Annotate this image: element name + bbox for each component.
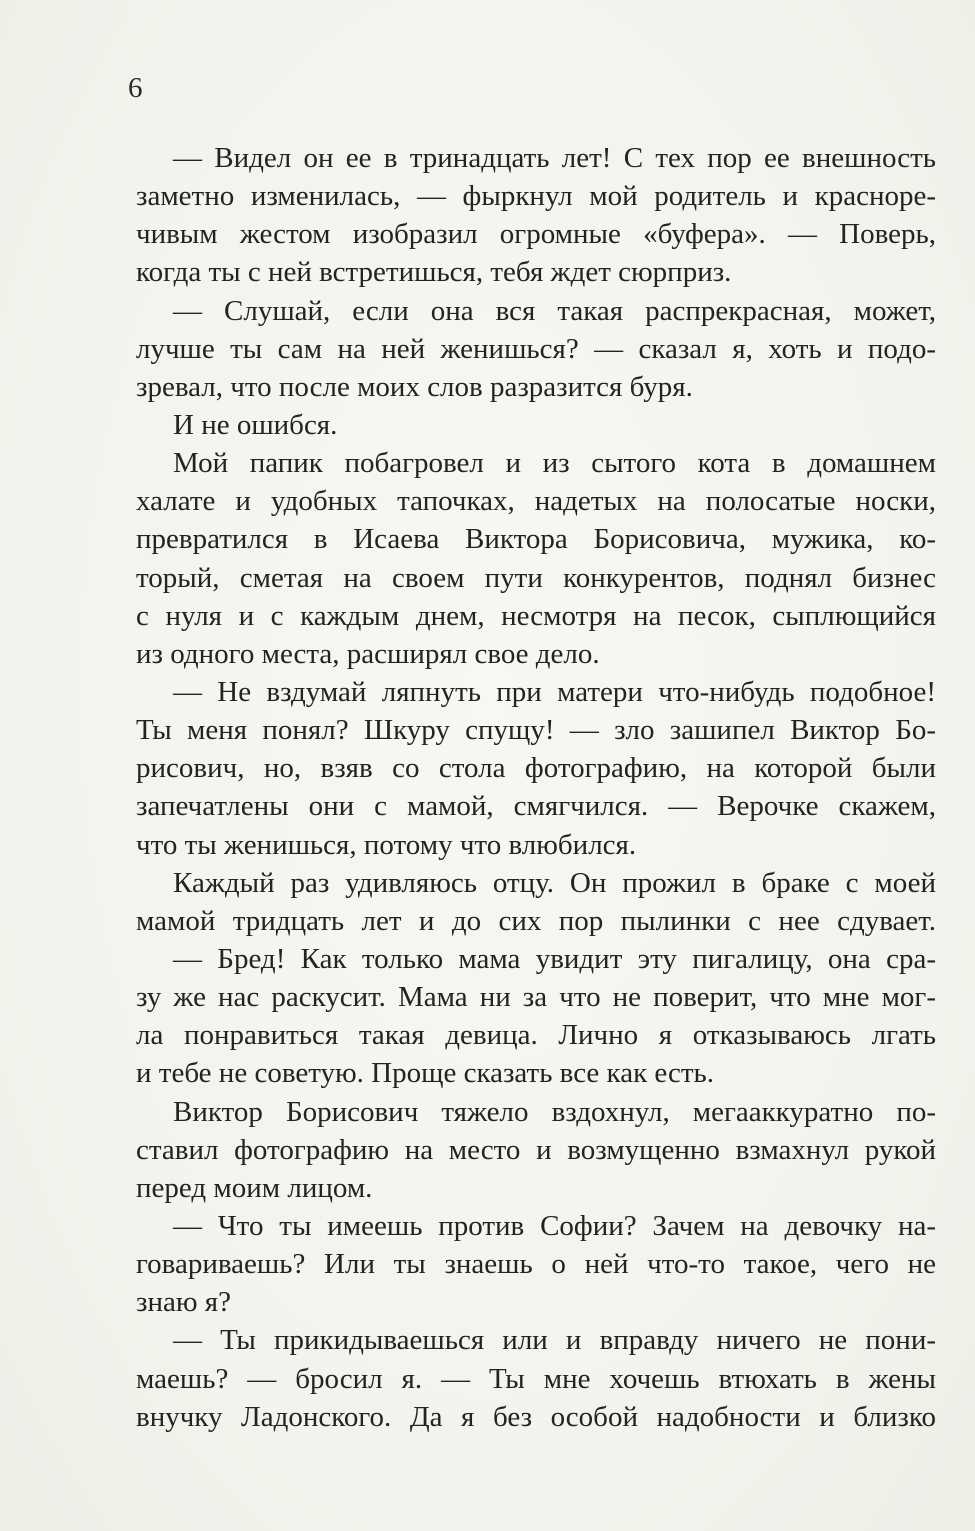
text-line: — Бред! Как только мама увидит эту пигалицу, она сра-: [173, 942, 936, 975]
text-line: превратился в Исаева Виктора Борисовича, мужика, ко-: [136, 523, 936, 556]
text-line: Ты меня понял? Шкуру спущу! — зло зашипел Виктор Бо-: [136, 714, 936, 747]
text-line: запечатлены они с мамой, смягчился. — Верочке скажем,: [136, 790, 936, 823]
text-line: внучку Ладонского. Да я без особой надобности и близко: [136, 1400, 936, 1433]
text-line: из одного места, расширял свое дело.: [136, 637, 600, 670]
text-line: Виктор Борисович тяжело вздохнул, мегааккуратно по-: [173, 1095, 936, 1128]
text-line: когда ты с ней встретишься, тебя ждет сюрприз.: [136, 256, 732, 289]
text-line: перед моим лицом.: [136, 1171, 373, 1204]
text-line: и тебе не советую. Проще сказать все как есть.: [136, 1057, 715, 1090]
text-line: И не ошибся.: [173, 408, 338, 441]
text-line: — Слушай, если она вся такая распрекрасная, может,: [173, 294, 936, 327]
text-line: — Ты прикидываешься или и вправду ничего не пони-: [173, 1324, 936, 1357]
text-line: лучше ты сам на ней женишься? — сказал я, хоть и подо-: [136, 332, 936, 365]
text-line: с нуля и с каждым днем, несмотря на песок, сыплющийся: [136, 599, 936, 632]
page-number: 6: [128, 72, 143, 104]
text-line: рисович, но, взяв со стола фотографию, на которой были: [136, 752, 936, 785]
text-line: халате и удобных тапочках, надетых на полосатые носки,: [136, 485, 936, 518]
text-line: чивым жестом изобразил огромные «буфера». — Поверь,: [136, 218, 936, 251]
text-line: ла понравиться такая девица. Лично я отказываюсь лгать: [136, 1019, 936, 1052]
text-line: заметно изменилась, — фыркнул мой родитель и красноре-: [136, 180, 936, 213]
text-line: что ты женишься, потому что влюбился.: [136, 828, 637, 861]
text-line: Каждый раз удивляюсь отцу. Он прожил в браке с моей: [173, 866, 936, 899]
text-line: — Не вздумай ляпнуть при матери что-нибудь подобное!: [173, 675, 936, 708]
text-line: зу же нас раскусит. Мама ни за что не поверит, что мне мог-: [136, 981, 936, 1014]
text-line: ставил фотографию на место и возмущенно взмахнул рукой: [136, 1133, 936, 1166]
text-line: маешь? — бросил я. — Ты мне хочешь втюхать в жены: [136, 1362, 936, 1395]
text-line: торый, сметая на своем пути конкурентов, поднял бизнес: [136, 561, 936, 594]
text-line: знаю я?: [136, 1286, 231, 1319]
text-line: говариваешь? Или ты знаешь о ней что-то такое, чего не: [136, 1248, 936, 1281]
text-line: мамой тридцать лет и до сих пор пылинки с нее сдувает.: [136, 904, 936, 937]
text-line: Мой папик побагровел и из сытого кота в домашнем: [173, 447, 936, 480]
text-line: — Видел он ее в тринадцать лет! С тех пор ее внешность: [173, 142, 936, 174]
text-body: [136, 139, 936, 1436]
text-line: — Что ты имеешь против Софии? Зачем на девочку на-: [173, 1209, 936, 1242]
text-line: зревал, что после моих слов разразится буря.: [136, 370, 693, 403]
